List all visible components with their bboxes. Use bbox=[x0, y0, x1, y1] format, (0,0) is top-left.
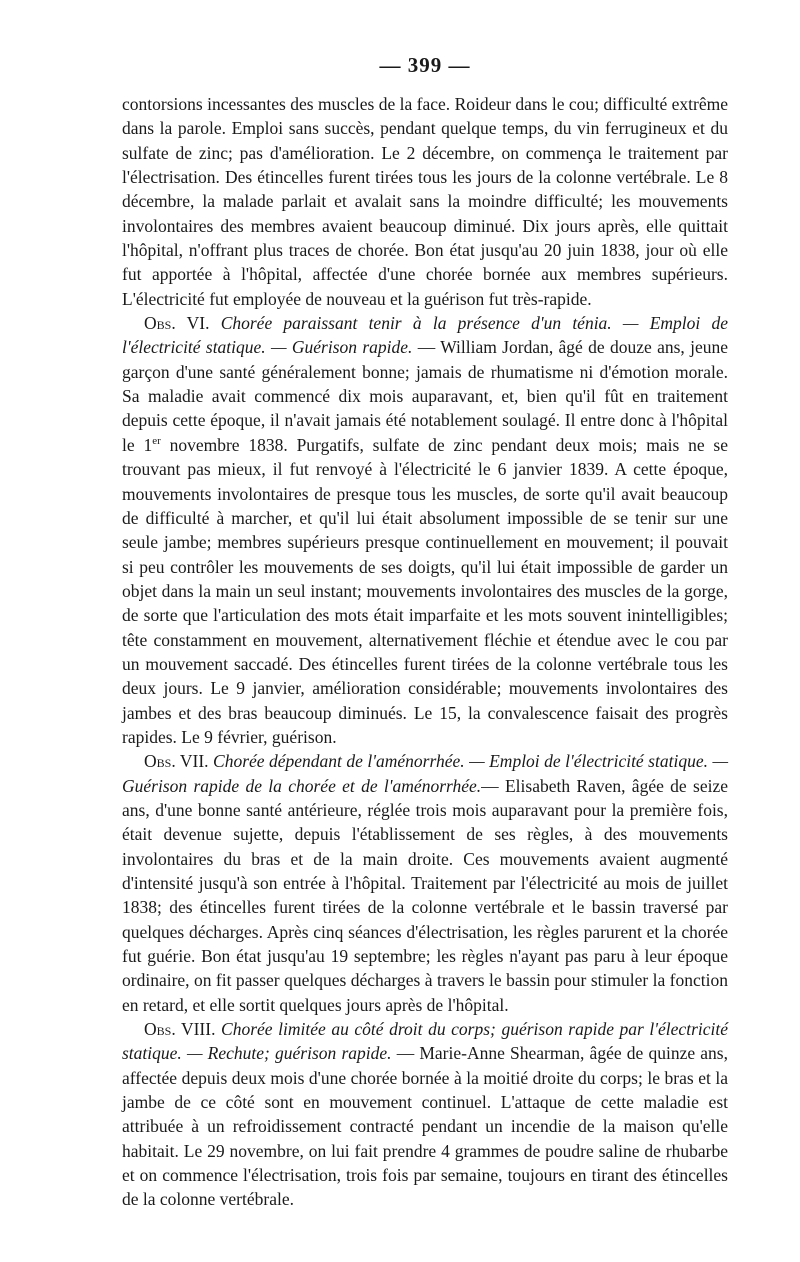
observation-text: — William Jordan, âgé de douze ans, jeune garçon d'une santé généralement bonne; jamais de rhumatisme ni d'émotion morale. Sa maladie avait commencé dix mois auparavant, et, bien qu'il fût en traitement depuis cette époque, il n'avait jamais été notablement soulagé. Il entre donc à l'hôpital le 1 bbox=[122, 337, 728, 455]
superscript: er bbox=[152, 434, 161, 447]
observation-heading: Chorée dépendant de l'aménorrhée. — Emploi de l'électricité statique. — Guérison rapide de la chorée et de l'aménorrhée. bbox=[122, 751, 729, 796]
observation-label: Obs. VIII. bbox=[144, 1019, 216, 1040]
observation-text-continued: novembre 1838. Purgatifs, sulfate de zinc pendant deux mois; mais ne se trouvant pas mieux, il fut renvoyé à l'électricité le 6 janvier 1839. A cette époque, mouvements involontaires de presque tous les muscles, de sorte qu'il avait beaucoup de difficulté à marcher, et qu'il lui était absolument impossible de se tenir sur une seule jambe; membres supérieurs presque continuellement en mouvement; il pouvait si peu contrôler les mouvements de ses doigts, qu'il lui était impossible de garder un objet dans la main un seul instant; mouvements involontaires des muscles de la gorge, de sorte que l'articulation des mots était imparfaite et les mots souvent inintelligibles; tête constamment en mouvement, alternativement fléchie et étendue avec le cou par un mouvement saccadé. Des étincelles furent tirées de la colonne vertébrale tous les deux jours. Le 9 janvier, amélioration considérable; mouvements involontaires des jambes et des bras beaucoup diminués. Le 15, la convalescence faisait des progrès rapides. Le 9 février, guérison. bbox=[122, 434, 728, 747]
observation-label: Obs. VII. bbox=[144, 751, 209, 772]
observation-heading: Chorée paraissant tenir à la présence d'un ténia. — Emploi de l'électricité statique. — Guérison rapide. bbox=[122, 313, 729, 358]
observation-label: Obs. VI. bbox=[144, 313, 210, 334]
observation-heading: Chorée limitée au côté droit du corps; guérison rapide par l'électricité statique. — Rechute; guérison rapide. bbox=[122, 1019, 728, 1064]
paragraph-obs-7 bbox=[122, 749, 728, 1017]
paragraph-intro: contorsions incessantes des muscles de la face. Roideur dans le cou; difficulté extrême dans la parole. Emploi sans succès, pendant quelque temps, du vin ferrugineux et du sulfate de zinc; pas d'amélioration. Le 2 décembre, on commença le traitement par l'électrisation. Des étincelles furent tirées tous les jours de la colonne vertébrale. Le 8 décembre, la malade parlait et avalait sans la moindre difficulté; les mouvements involontaires des membres avaient beaucoup diminué. Dix jours après, elle quittait l'hôpital, n'offrant plus traces de chorée. Bon état jusqu'au 20 juin 1838, jour où elle fut apportée à l'hôpital, affectée d'une chorée bornée aux membres supérieurs. L'électricité fut employée de nouveau et la guérison fut très-rapide. bbox=[122, 94, 728, 309]
paragraph-obs-6 bbox=[122, 311, 728, 749]
paragraph-obs-8 bbox=[122, 1017, 728, 1212]
observation-text: — Marie-Anne Shearman, âgée de quinze ans, affectée depuis deux mois d'une chorée bornée à la moitié droite du corps; le bras et la jambe de ce côté sont en mouvement continuel. L'attaque de cette maladie est attribuée à un refroidissement contracté pendant un incendie de la maison qu'elle habitait. Le 29 novembre, on lui fait prendre 4 grammes de poudre saline de rhubarbe et on commence l'électrisation, trois fois par semaine, toujours en tirant des étincelles de la colonne vertébrale. bbox=[122, 1043, 728, 1210]
page-number: — 399 — bbox=[379, 53, 471, 77]
body-text bbox=[122, 92, 728, 1212]
observation-text: — Elisabeth Raven, âgée de seize ans, d'une bonne santé antérieure, réglée trois mois auparavant pour la première fois, était devenue sujette, depuis l'établissement de ses règles, à des mouvements involontaires du bras et de la main droite. Ces mouvements avaient augmenté d'intensité jusqu'à son entrée à l'hôpital. Traitement par l'électricité au mois de juillet 1838; des étincelles furent tirées de la colonne vertébrale et le bassin traversé par quelques décharges. Après cinq séances d'électrisation, les règles parurent et la chorée fut guérie. Bon état jusqu'au 19 septembre; les règles n'ayant pas paru à leur époque ordinaire, on fit passer quelques décharges à travers le bassin pour stimuler la fonction en retard, et elle sortit quelques jours après de l'hôpital. bbox=[122, 775, 728, 1015]
